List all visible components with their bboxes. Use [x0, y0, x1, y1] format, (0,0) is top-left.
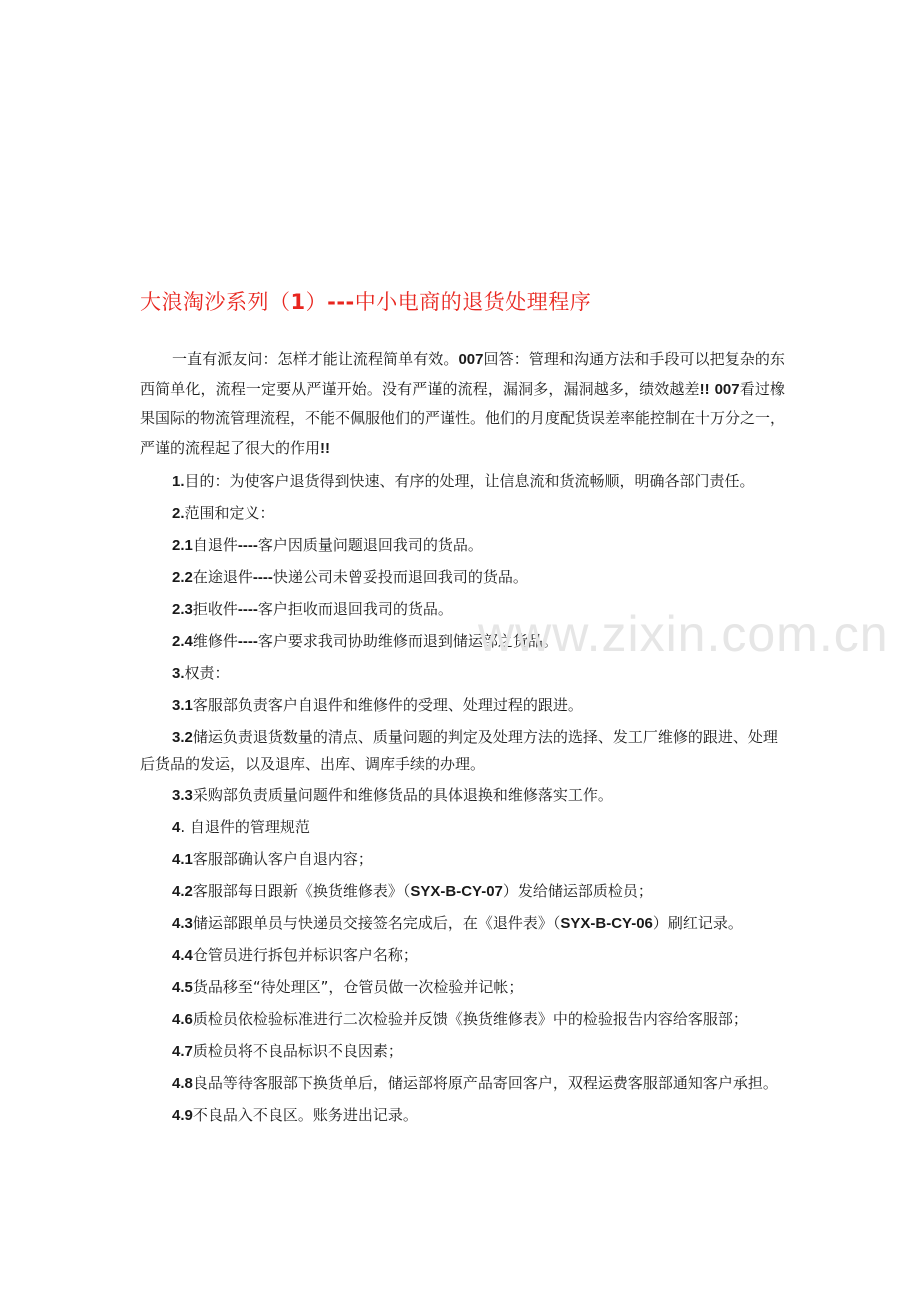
- item-4-8: 4.8良品等待客服部下换货单后，储运部将原产品寄回客户，双程运费客服部通知客户承担。: [172, 1074, 778, 1092]
- item-4-7: 4.7质检员将不良品标识不良因素；: [172, 1042, 403, 1060]
- document-body: [140, 345, 785, 1134]
- item-2-3: 2.3拒收件----客户拒收而退回我司的货品。: [172, 600, 453, 618]
- section-responsibility-heading: 3.权责：: [172, 664, 230, 682]
- document-title: [140, 286, 591, 316]
- item-4-6: 4.6质检员依检验标准进行二次检验并反馈《换货维修表》中的检验报告内容给客服部；: [172, 1010, 748, 1028]
- item-3-2: 3.2储运负责退货数量的清点、质量问题的判定及处理方法的选择、发工厂维修的跟进、处理后货品的发运，以及退库、出库、调库手续的办理。: [140, 728, 778, 773]
- item-4-4: 4.4仓管员进行拆包并标识客户名称；: [172, 946, 418, 964]
- item-4-2: 4.2客服部每日跟新《换货维修表》（SYX-B-CY-07）发给储运部质检员；: [172, 882, 653, 900]
- item-2-4: 2.4维修件----客户要求我司协助维修而退到储运部之货品。: [172, 632, 558, 650]
- intro-paragraph: 一直有派友问：怎样才能让流程简单有效。007回答：管理和沟通方法和手段可以把复杂的东西简单化，流程一定要从严谨开始。没有严谨的流程，漏洞多，漏洞越多，绩效越差!! 007看过橡果国际的物流管理流程，不能不佩服他们的严谨性。他们的月度配货误差率能控制在十万分之一，严谨的流程起了很大的作用!!: [140, 350, 786, 457]
- watermark: www.zixin.com.cn: [478, 606, 889, 662]
- section-self-return-heading: 4. 自退件的管理规范: [172, 818, 310, 836]
- title-part-2: ）: [305, 290, 328, 314]
- item-4-5: 4.5货品移至“待处理区”，仓管员做一次检验并记帐；: [172, 978, 524, 996]
- item-4-9: 4.9不良品入不良区。账务进出记录。: [172, 1106, 418, 1124]
- item-4-3: 4.3储运部跟单员与快递员交接签名完成后，在《退件表》（SYX-B-CY-06）刷红记录。: [172, 914, 743, 932]
- section-scope-heading: 2.范围和定义：: [172, 504, 275, 522]
- title-part-3: 中小电商的退货处理程序: [354, 290, 592, 314]
- title-number: 1: [290, 290, 306, 314]
- item-4-1: 4.1客服部确认客户自退内容；: [172, 850, 373, 868]
- item-2-1: 2.1自退件----客户因质量问题退回我司的货品。: [172, 536, 483, 554]
- item-3-3: 3.3采购部负责质量问题件和维修货品的具体退换和维修落实工作。: [172, 786, 613, 804]
- section-purpose: 1.目的：为使客户退货得到快速、有序的处理，让信息流和货流畅顺，明确各部门责任。: [172, 472, 755, 490]
- title-dash: ---: [327, 290, 355, 314]
- title-part-1: 大浪淘沙系列（: [140, 290, 291, 314]
- item-3-1: 3.1客服部负责客户自退件和维修件的受理、处理过程的跟进。: [172, 696, 583, 714]
- item-2-2: 2.2在途退件----快递公司未曾妥投而退回我司的货品。: [172, 568, 528, 586]
